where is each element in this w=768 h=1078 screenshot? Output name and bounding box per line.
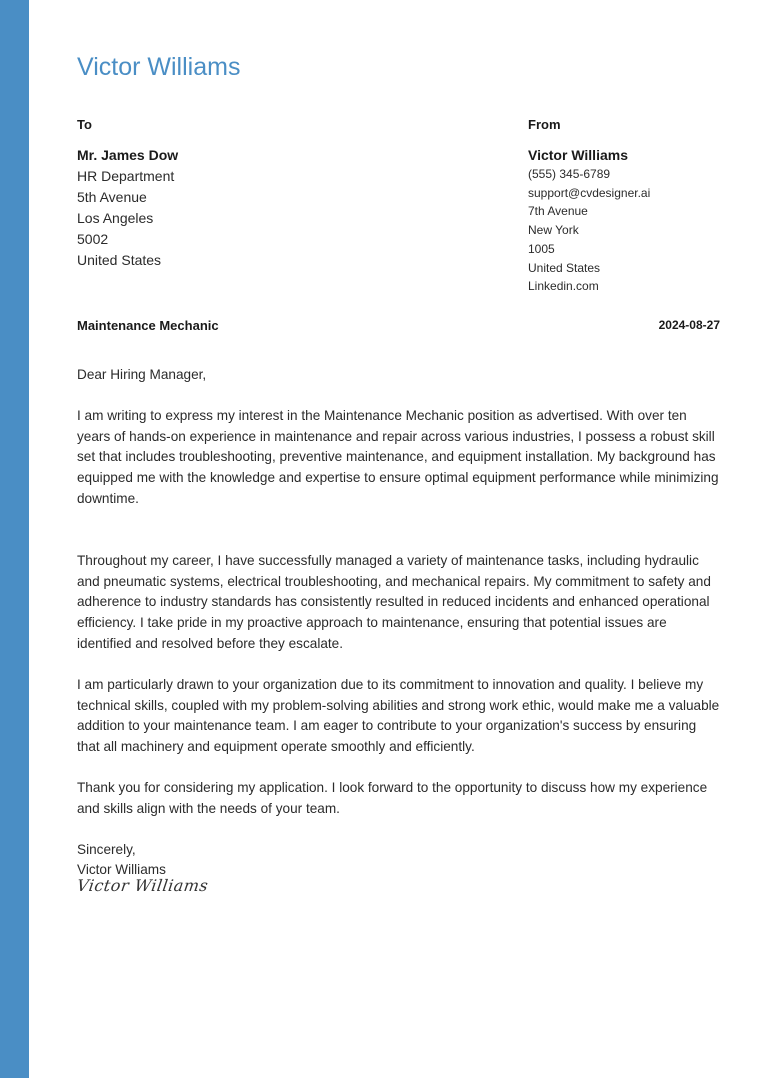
from-label: From [528,117,561,132]
closing-name: Victor Williams [77,862,166,878]
cover-letter-page [77,0,720,1078]
letter-date: 2024-08-27 [658,318,720,332]
sender-postal-code: 1005 [528,241,555,256]
recipient-name: Mr. James Dow [77,147,179,163]
sender-city: New York [528,223,579,238]
body-paragraph: I am particularly drawn to your organization due to its commitment to innovation and quality. I believe my technical skills, coupled with my problem-solving abilities and strong work ethic, would make me a valuable addition to your maintenance team. I am eager to contribute to your organization's success by ensuring that all machinery and equipment operate smoothly and efficiently. [77,676,720,755]
sender-linkedin: Linkedin.com [528,279,599,294]
recipient-street: 5th Avenue [77,189,147,205]
recipient-department: HR Department [77,168,175,184]
sender-street: 7th Avenue [528,204,588,219]
recipient-country: United States [77,252,162,268]
recipient-postal-code: 5002 [77,231,109,247]
sender-name: Victor Williams [528,147,628,163]
sender-contact-block [528,145,720,296]
recipient-address-block [77,145,377,271]
body-paragraph: I am writing to express my interest in the Maintenance Mechanic position as advertised. With over ten years of hands-on experience in maintenance and repair across various industries, I possess a robust skill set that includes troubleshooting, preventive maintenance, and equipment installation. My background has equipped me with the knowledge and expertise to ensure optimal equipment performance while minimizing downtime. [77,407,719,506]
to-label: To [77,117,92,132]
body-paragraph: Throughout my career, I have successfully managed a variety of maintenance tasks, including hydraulic and pneumatic systems, electrical troubleshooting, and mechanical repairs. My commitment to safety and adherence to industry standards has consistently resulted in reduced incidents and enhanced operational efficiency. I take pride in my proactive approach to maintenance, ensuring that potential issues are identified and resolved before they escalate. [77,552,711,651]
salutation: Dear Hiring Manager, [77,367,207,382]
sender-email: support@cvdesigner.ai [528,185,651,200]
sender-country: United States [528,260,601,275]
closing: Sincerely, [77,841,136,857]
letter-subject: Maintenance Mechanic [77,318,219,333]
handwritten-signature: Victor Williams [75,876,210,895]
recipient-city: Los Angeles [77,210,154,226]
sender-phone: (555) 345-6789 [528,167,611,181]
accent-sidebar [0,0,29,1078]
applicant-name-heading: Victor Williams [77,53,241,81]
letter-body [77,365,720,881]
body-paragraph: Thank you for considering my application. I look forward to the opportunity to discuss how my experience and skills align with the needs of your team. [77,779,708,816]
